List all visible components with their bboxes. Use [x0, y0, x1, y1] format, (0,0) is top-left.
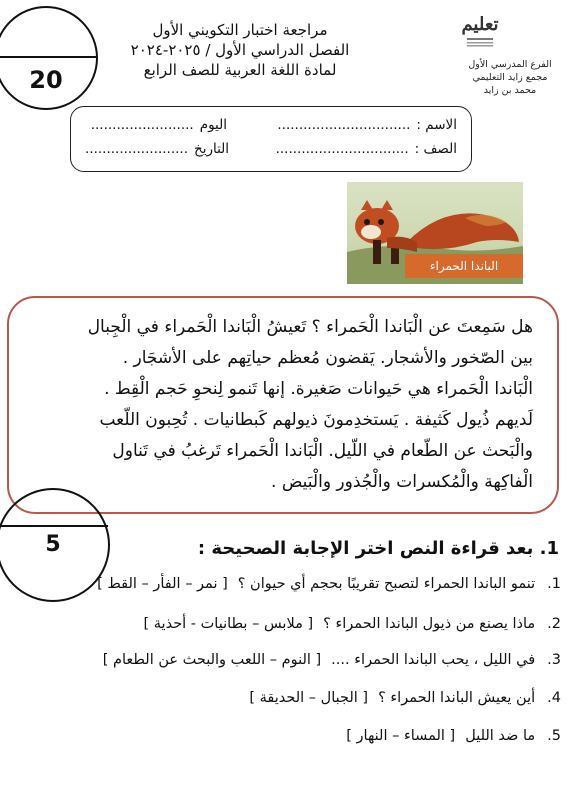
question-options[interactable]: [ المساء – النهار ]	[346, 728, 456, 744]
student-info-box	[70, 106, 472, 172]
header-semester: الفصل الدراسي الأول / ٢٠٢٥-٢٠٢٤	[130, 41, 350, 59]
day-label: اليوم	[199, 117, 227, 133]
school-branch: الفرع المدرسي الأول	[468, 59, 552, 70]
date-field[interactable]: ........................	[85, 141, 188, 157]
question-2	[144, 616, 561, 632]
questions-heading: 1. بعد قراءة النص اختر الإجابة الصحيحة :	[197, 538, 559, 559]
logo-wordmark: تعليم	[461, 14, 499, 35]
question-options[interactable]: [ ملابس – بطانيات - أحذية ]	[143, 616, 314, 632]
question-options[interactable]: [ النوم – اللعب والبحث عن الطعام ]	[102, 652, 322, 668]
header-subject: لمادة اللغة العربية للصف الرابع	[143, 61, 337, 79]
questions-score: 5	[45, 532, 61, 557]
question-text: ما ضد الليل	[465, 728, 536, 744]
exam-header	[105, 20, 375, 80]
score-divider	[0, 56, 96, 58]
class-label: الصف :	[414, 141, 457, 157]
question-3	[103, 652, 561, 668]
question-options[interactable]: [ نمر – الفأر – القط ]	[97, 576, 228, 592]
question-5	[346, 728, 561, 744]
question-text: أين يعيش الباندا الحمراء ؟	[378, 690, 536, 706]
question-1	[97, 576, 561, 592]
school-name: محمد بن زايد	[483, 85, 537, 96]
image-caption: الباندا الحمراء	[405, 254, 523, 278]
total-score: 20	[29, 66, 63, 94]
date-label: التاريخ	[194, 141, 230, 157]
score-divider	[0, 525, 108, 527]
name-field[interactable]: ...............................	[277, 117, 411, 133]
day-field[interactable]: ........................	[90, 117, 194, 133]
passage-line: لَديهم ذُيول كَثيفة . يَستخدِمونَ ذيولهم كَبطانيات . تُحِبون اللّعب	[99, 410, 533, 430]
red-panda-image	[347, 182, 523, 284]
passage-line: الْفاكِهة والْمُكسرات والْجُذور والْبَيض .	[271, 472, 533, 492]
score-circle-total	[0, 6, 98, 110]
passage-line: الْبَاندا الْحَمراء هي حَيوانات صَغيرة. إنها تَنمو لِنحوِ حَجم الْقِط .	[104, 379, 533, 399]
passage-line: بين الصّخور والأشجار. يَقضون مُعظم حياتِهم على الأشجَار .	[122, 348, 533, 368]
question-number: 1.	[547, 576, 561, 592]
question-4	[249, 690, 561, 706]
passage-line: هل سَمِعتَ عن الْبَاندا الْحَمراء ؟ تَعيشُ الْبَاندا الْحَمراء في الْجِبال	[87, 317, 533, 337]
question-number: 3.	[547, 652, 561, 668]
name-label: الاسم :	[416, 117, 457, 133]
question-number: 2.	[547, 616, 561, 632]
reading-passage	[7, 296, 559, 514]
question-text: ماذا يصنع من ذيول الباندا الحمراء ؟	[323, 616, 536, 632]
ministry-logo	[461, 14, 499, 58]
question-options[interactable]: [ الجبال – الحديقة ]	[249, 690, 369, 706]
question-text: تنمو الباندا الحمراء لتصبح تقريبًا بحجم أي حيوان ؟	[237, 576, 536, 592]
passage-line: والْبَحث عن الطّعام في اللّيل. الْبَاندا الْحَمراء تَرغبُ في تَناول	[112, 441, 533, 461]
passage-text	[23, 312, 533, 498]
question-text: في الليل ، يحب الباندا الحمراء ....	[331, 652, 536, 668]
info-row-class	[85, 141, 457, 157]
info-row-name	[85, 117, 457, 133]
logo-icon	[465, 36, 495, 50]
question-number: 5.	[547, 728, 561, 744]
school-info	[451, 58, 569, 97]
question-number: 4.	[547, 690, 561, 706]
score-circle-questions	[0, 488, 110, 602]
class-field[interactable]: ...............................	[275, 141, 409, 157]
header-title: مراجعة اختبار التكويني الأول	[152, 21, 328, 39]
school-complex: مجمع زايد التعليمي	[472, 72, 548, 83]
